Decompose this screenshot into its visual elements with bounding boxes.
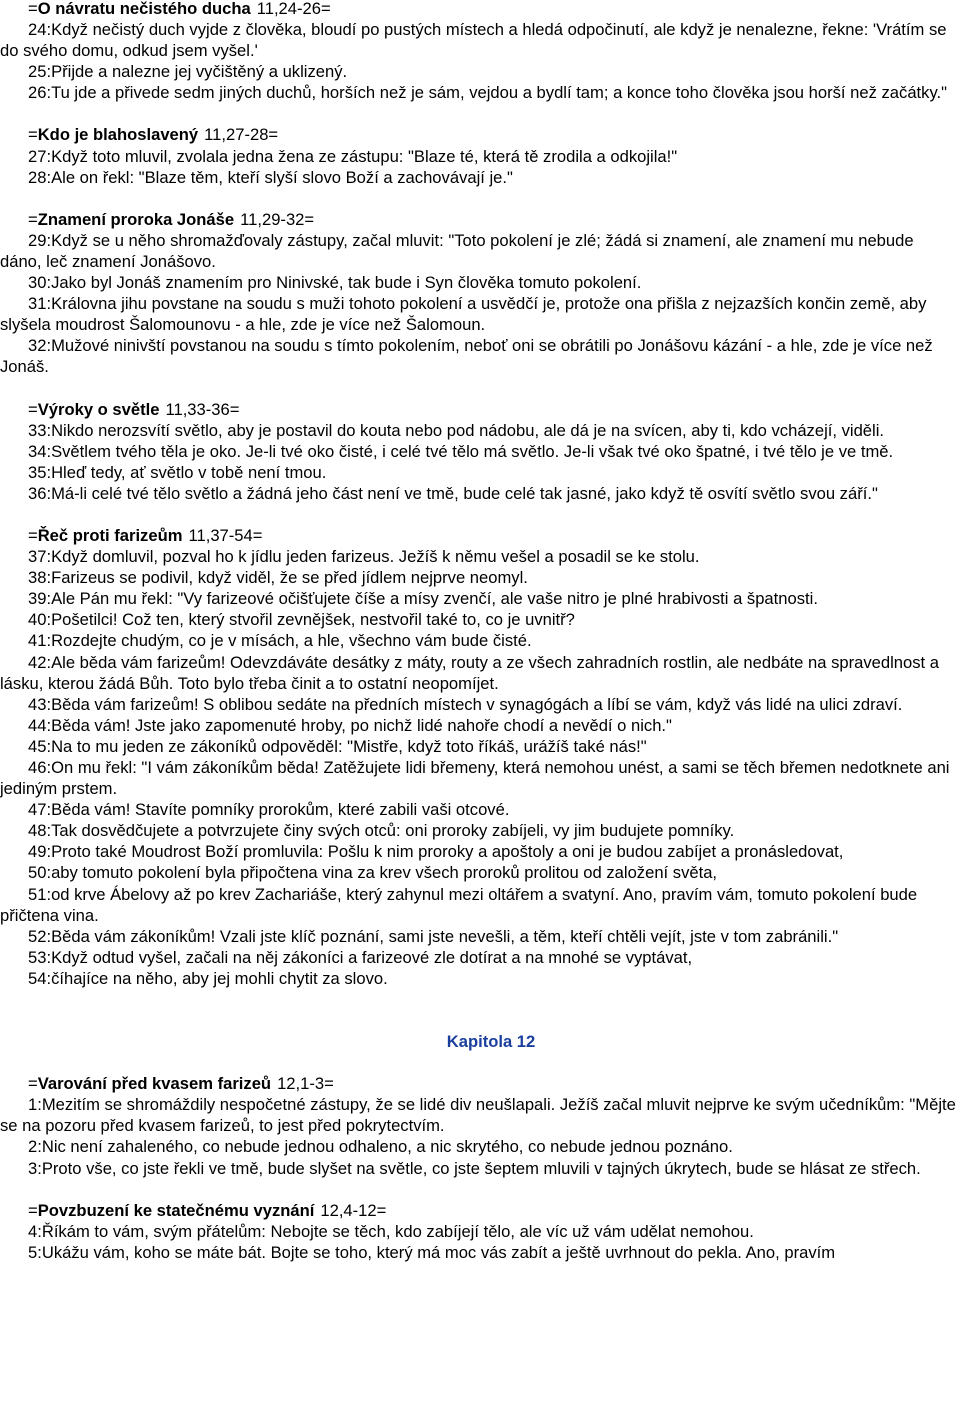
verse: 52:Běda vám zákoníkům! Vzali jste klíč poznání, sami jste nevešli, a těm, kteří chtěli vejít, jste v tom zabránili." — [28, 926, 839, 946]
verse: 30:Jako byl Jonáš znamením pro Ninivské, tak bude i Syn člověka tomuto pokolení. — [28, 273, 642, 293]
section-heading — [0, 124, 960, 145]
verse: 31:Královna jihu povstane na soudu s muži tohoto pokolení a usvědčí je, protože ona přišla z nejzazších končin země, aby slyšela moudrost Šalomounovu - a hle, zde je více než Šalomoun. — [0, 294, 927, 335]
verse: 38:Farizeus se podivil, když viděl, že se před jídlem nejprve neomyl. — [28, 568, 528, 588]
verse: 48:Tak dosvědčujete a potvrzujete činy svých otců: oni proroky zabíjeli, vy jim budujete pomníky. — [28, 821, 735, 841]
section-heading-prefix: = — [28, 125, 38, 145]
verse: 40:Pošetilci! Což ten, který stvořil zevnějšek, nestvořil také to, co je uvnitř? — [28, 610, 575, 630]
section-heading-prefix: = — [28, 399, 38, 419]
verse: 25:Přijde a nalezne jej vyčištěný a uklizený. — [28, 62, 348, 82]
section-title: Výroky o světle — [37, 399, 160, 419]
section — [0, 209, 960, 378]
section-heading-prefix: = — [28, 525, 38, 545]
verse: 2:Nic není zahaleného, co nebude jednou odhaleno, a nic skrytého, co nebude jednou poznáno. — [28, 1137, 733, 1157]
verse: 42:Ale běda vám farizeům! Odevzdáváte desátky z máty, routy a ze všech zahradních rostlin, ale nedbáte na spravedlnost a lásku, kterou žádá Bůh. Toto bylo třeba činit a to ostatní neopomíjet. — [0, 652, 940, 693]
verse: 29:Když se u něho shromažďovaly zástupy, začal mluvit: "Toto pokolení je zlé; žádá si znamení, ale znamení mu nebude dáno, leč znamení Jonášovo. — [0, 230, 914, 271]
sections-chapter-12 — [0, 1073, 960, 1263]
verse: 51:od krve Ábelovy až po krev Zachariáše, který zahynul mezi oltářem a svatyní. Ano, pravím vám, tomuto pokolení bude přičtena vina. — [0, 884, 918, 925]
verse: 26:Tu jde a přivede sedm jiných duchů, horších než je sám, vejdou a bydlí tam; a konce toho člověka jsou horší než začátky." — [28, 83, 948, 103]
verse: 37:Když domluvil, pozval ho k jídlu jeden farizeus. Ježíš k němu vešel a posadil se ke stolu. — [28, 547, 700, 567]
section-heading-prefix: = — [28, 1200, 38, 1220]
verse: 39:Ale Pán mu řekl: "Vy farizeové očišťujete číše a mísy zvenčí, ale vaše nitro je plné hrabivosti a špatnosti. — [28, 589, 818, 609]
section-heading — [0, 525, 960, 546]
verse: 45:Na to mu jeden ze zákoníků odpověděl: "Mistře, když toto říkáš, urážíš také nás!" — [28, 736, 647, 756]
section — [0, 525, 960, 989]
verse: 50:aby tomuto pokolení byla připočtena vina za krev všech proroků prolitou od založení světa, — [28, 863, 718, 883]
section-heading-prefix: = — [28, 209, 38, 229]
section-reference: 11,27-28= — [204, 125, 279, 145]
verse: 54:číhajíce na něho, aby jej mohli chytit za slovo. — [28, 968, 388, 988]
section-reference: 11,33-36= — [165, 399, 240, 419]
verse: 36:Má-li celé tvé tělo světlo a žádná jeho část není ve tmě, bude celé tak jasné, jako když tě osvítí světlo svou září." — [28, 483, 878, 503]
section-title: O návratu nečistého ducha — [37, 0, 251, 18]
verse: 33:Nikdo nerozsvítí světlo, aby je postavil do kouta nebo pod nádobu, ale dá je na svícen, aby ti, kdo vcházejí, viděli. — [28, 420, 885, 440]
verse: 53:Když odtud vyšel, začali na něj zákoníci a farizeové zle dotírat a na mnohé se vyptávat, — [28, 947, 693, 967]
verse: 44:Běda vám! Jste jako zapomenuté hroby, po nichž lidé nahoře chodí a nevědí o nich." — [28, 715, 672, 735]
section-heading — [0, 1073, 960, 1094]
verse: 46:On mu řekl: "I vám zákoníkům běda! Zatěžujete lidi břemeny, která nemohou unést, a sami se těch břemen nedotknete ani jediným prstem. — [0, 758, 950, 799]
verse: 1:Mezitím se shromáždily nespočetné zástupy, že se lidé div neušlapali. Ježíš začal mluvit nejprve ke svým učedníkům: "Mějte se na pozoru před kvasem farizeů, to jest před pokrytectvím. — [0, 1095, 956, 1136]
section — [0, 399, 960, 504]
section-title: Řeč proti farizeům — [37, 525, 183, 545]
section — [0, 1200, 960, 1263]
chapter-title: Kapitola 12 — [446, 1032, 536, 1052]
section-heading — [0, 0, 960, 19]
verse: 28:Ale on řekl: "Blaze těm, kteří slyší slovo Boží a zachovávají je." — [28, 167, 513, 187]
section — [0, 124, 960, 187]
section — [0, 0, 960, 103]
section — [0, 1073, 960, 1178]
verse: 35:Hleď tedy, ať světlo v tobě není tmou. — [28, 462, 327, 482]
verse: 24:Když nečistý duch vyjde z člověka, bloudí po pustých místech a hledá odpočinutí, ale když je nenalezne, řekne: 'Vrátím se do svého domu, odkud jsem vyšel.' — [0, 20, 947, 61]
section-reference: 11,29-32= — [240, 209, 315, 229]
verse: 4:Říkám to vám, svým přátelům: Nebojte se těch, kdo zabíjejí tělo, ale víc už vám udělat nemohou. — [28, 1221, 754, 1241]
verse: 43:Běda vám farizeům! S oblibou sedáte na předních místech v synagógách a líbí se vám, když vás lidé na ulici zdraví. — [28, 694, 903, 714]
verse: 32:Mužové ninivští povstanou na soudu s tímto pokolením, neboť oni se obrátili po Jonášovu kázání - a hle, zde je více než Jonáš. — [0, 336, 933, 377]
section-reference: 12,4-12= — [320, 1200, 387, 1220]
verse: 34:Světlem tvého těla je oko. Je-li tvé oko čisté, i celé tvé tělo má světlo. Je-li však tvé oko špatné, i tvé tělo je ve tmě. — [28, 441, 894, 461]
verse: 3:Proto vše, co jste řekli ve tmě, bude slyšet na světle, co jste šeptem mluvili v tajných úkrytech, bude se hlásat ze střech. — [28, 1158, 921, 1178]
section-heading-prefix: = — [28, 0, 38, 18]
section-reference: 11,37-54= — [188, 525, 263, 545]
verse: 27:Když toto mluvil, zvolala jedna žena ze zástupu: "Blaze té, která tě zrodila a odkojila!" — [28, 146, 678, 166]
section-title: Kdo je blahoslavený — [37, 125, 199, 145]
section-title: Povzbuzení ke statečnému vyznání — [37, 1200, 315, 1220]
section-heading — [0, 399, 960, 420]
section-heading-prefix: = — [28, 1074, 38, 1094]
verse: 47:Běda vám! Stavíte pomníky prorokům, které zabili vaši otcové. — [28, 800, 510, 820]
verse: 5:Ukážu vám, koho se máte bát. Bojte se toho, který má moc vás zabít a ještě uvrhnout do pekla. Ano, pravím — [28, 1242, 836, 1262]
section-heading — [0, 209, 960, 230]
verse: 41:Rozdejte chudým, co je v mísách, a hle, všechno vám bude čisté. — [28, 631, 532, 651]
section-reference: 11,24-26= — [256, 0, 331, 18]
section-title: Znamení proroka Jonáše — [37, 209, 235, 229]
verse: 49:Proto také Moudrost Boží promluvila: Pošlu k nim proroky a apoštoly a oni je budou zabíjet a pronásledovat, — [28, 842, 844, 862]
section-reference: 12,1-3= — [277, 1074, 334, 1094]
section-heading — [0, 1200, 960, 1221]
section-title: Varování před kvasem farizeů — [37, 1074, 272, 1094]
